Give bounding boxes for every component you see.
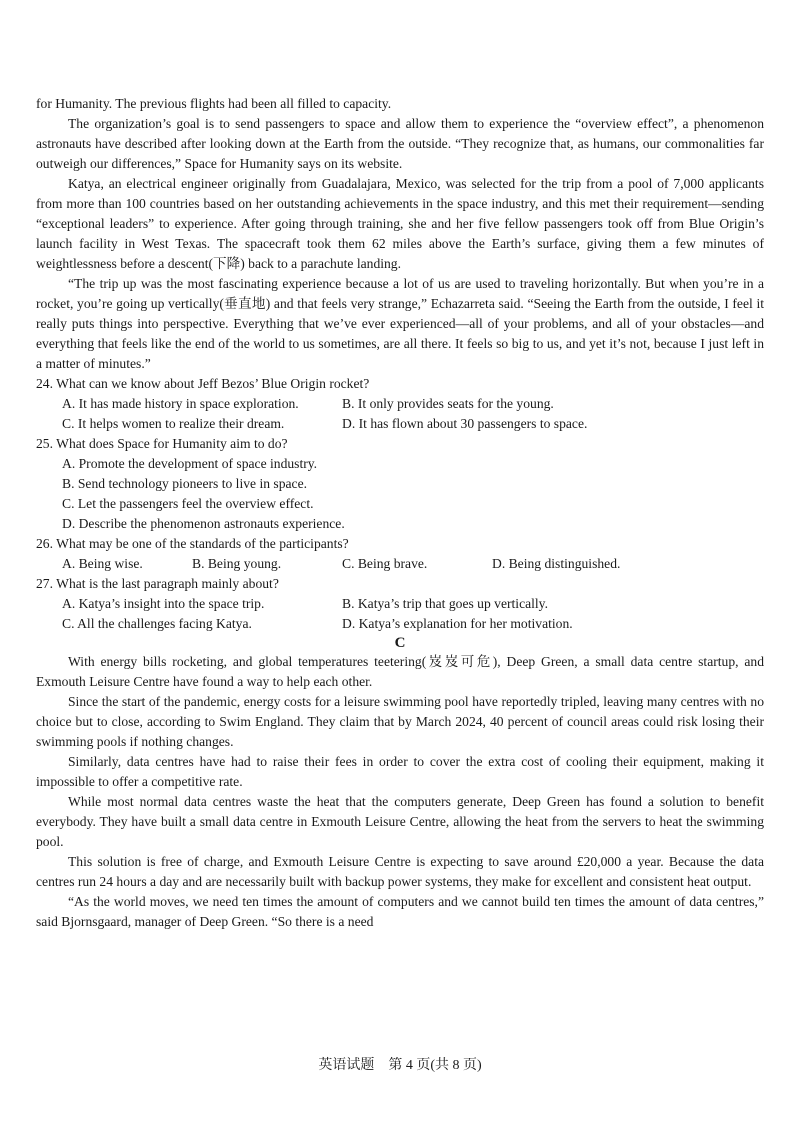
passage-c-paragraph-3: Similarly, data centres have had to raise their fees in order to cover the extra cost of cooling their equipment, making it impossible to offer a competitive rate. [36,754,764,789]
passage-b-line-0: for Humanity. The previous flights had been all filled to capacity. [36,96,392,111]
passage-c-paragraph-1: With energy bills rocketing, and global temperatures teetering(岌岌可危), Deep Green, a small data centre startup, and Exmouth Leisure Centre have found a way to help each other. [36,654,764,689]
question-stem: 24. What can we know about Jeff Bezos’ Blue Origin rocket? [36,376,370,391]
option-c: C. Let the passengers feel the overview effect. [62,496,314,511]
passage-b-paragraph-2: Katya, an electrical engineer originally from Guadalajara, Mexico, was selected for the trip from a pool of 7,000 applicants from more than 100 countries based on her outstanding achievements in the space industry, and this met their requirement—sending “exceptional leaders” to experience. After going through training, she and her five fellow passengers took off from Blue Origin’s launch facility in West Texas. The spacecraft took them 62 miles above the Earth’s surface, giving them a few minutes of weightlessness before a descent(下降) back to a parachute landing. [36,176,764,271]
passage-b-paragraph-1: The organization’s goal is to send passengers to space and allow them to experience the “overview effect”, a phenomenon astronauts have described after looking down at the Earth from the outside. “They recognize that, as humans, our commonalities far outweigh our differences,” Space for Humanity says on its website. [36,116,764,171]
option-c: C. Being brave. [342,556,428,571]
passage-b-paragraph-3: “The trip up was the most fascinating experience because a lot of us are used to traveling horizontally. But when you’re in a rocket, you’re going up vertically(垂直地) and that feels very strange,” Echazarreta said. “Seeing the Earth from the outside, I feel it really puts things into perspective. Everything that we’ve ever experienced—all of your problems, and all of your obstacles—and everything that feels like the end of the world to us sometimes, are all there. It feels so big to us, and yet it’s not, because I just left in a matter of minutes.” [36,276,764,371]
question-25 [36,434,764,534]
option-a: A. Katya’s insight into the space trip. [62,596,265,611]
text-column [36,94,764,932]
option-a: A. It has made history in space exploration. [62,396,299,411]
question-24 [36,374,764,434]
option-b: B. Katya’s trip that goes up vertically. [342,596,548,611]
option-b: B. Being young. [192,556,282,571]
question-stem: 26. What may be one of the standards of the participants? [36,536,349,551]
passage-c-paragraph-4: While most normal data centres waste the heat that the computers generate, Deep Green has found a solution to benefit everybody. They have built a small data centre in Exmouth Leisure Centre, allowing the heat from the servers to heat the swimming pool. [36,794,764,849]
question-26 [36,534,764,574]
section-c-heading: C [394,635,406,651]
option-a: A. Promote the development of space industry. [62,456,318,471]
option-b: B. Send technology pioneers to live in space. [62,476,308,491]
passage-c-paragraph-6: “As the world moves, we need ten times the amount of computers and we cannot build ten times the amount of data centres,” said Bjornsgaard, manager of Deep Green. “So there is a need [36,894,764,929]
question-stem: 27. What is the last paragraph mainly about? [36,576,279,591]
question-stem: 25. What does Space for Humanity aim to do? [36,436,288,451]
option-d: D. Katya’s explanation for her motivation. [342,616,573,631]
option-d: D. Being distinguished. [492,556,621,571]
passage-c-paragraph-2: Since the start of the pandemic, energy costs for a leisure swimming pool have reportedly tripled, leaving many centres with no choice but to close, according to Swim England. They claim that by March 2024, 40 percent of council areas could risk losing their swimming pools if nothing changes. [36,694,764,749]
option-a: A. Being wise. [62,556,143,571]
passage-c-paragraph-5: This solution is free of charge, and Exmouth Leisure Centre is expecting to save around £20,000 a year. Because the data centres run 24 hours a day and are necessarily built with backup power systems, they make for excellent and consistent heat output. [36,854,764,889]
option-c: C. It helps women to realize their dream. [62,416,285,431]
option-b: B. It only provides seats for the young. [342,396,554,411]
option-c: C. All the challenges facing Katya. [62,616,252,631]
option-d: D. Describe the phenomenon astronauts experience. [62,516,345,531]
option-d: D. It has flown about 30 passengers to space. [342,416,588,431]
question-27 [36,574,764,634]
page-footer: 英语试题 第 4 页(共 8 页) [318,1058,482,1073]
